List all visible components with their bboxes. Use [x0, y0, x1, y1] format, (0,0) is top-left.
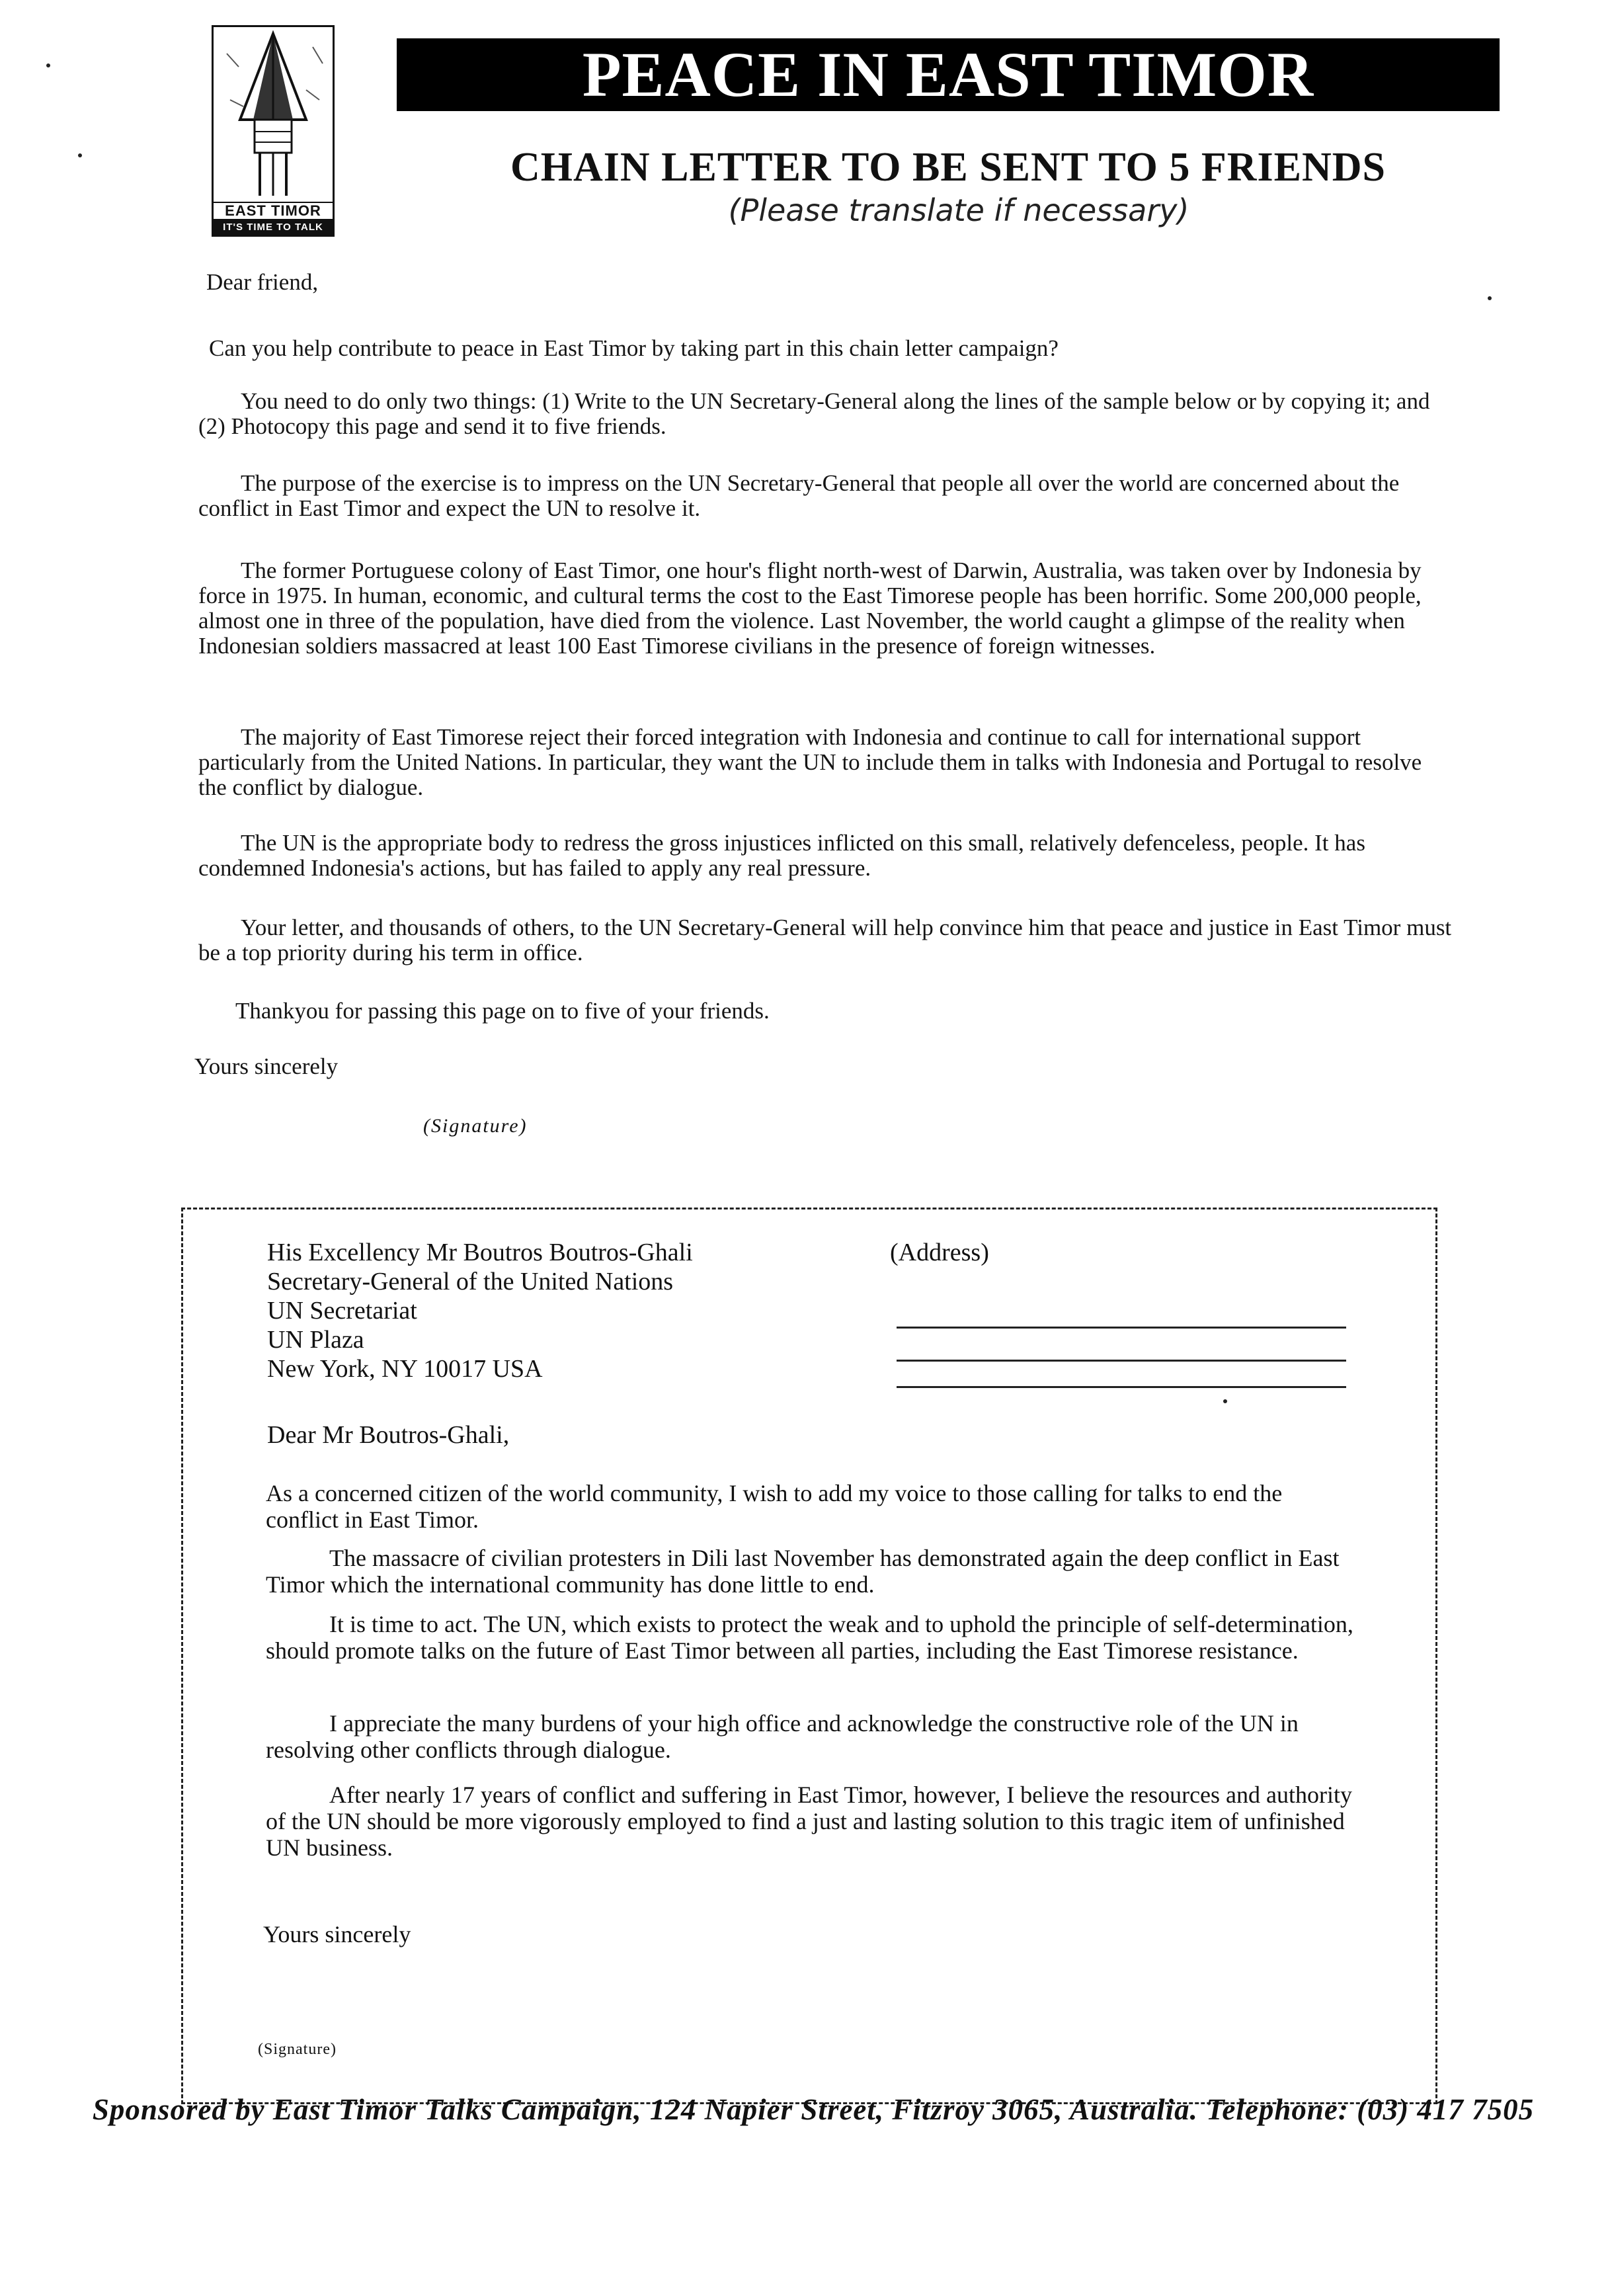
sponsor-footer: Sponsored by East Timor Talks Campaign, 124 Napier Street, Fitzroy 3065, Australia. Telephone: (03) 417 7505 — [92, 2093, 1535, 2126]
sample-signature-placeholder: (Signature) — [258, 2041, 337, 2058]
signature-placeholder: (Signature) — [423, 1115, 528, 1137]
traditional-house-icon — [214, 27, 333, 199]
page-subtitle: CHAIN LETTER TO BE SENT TO 5 FRIENDS — [510, 145, 1387, 190]
logo-line-2: IT'S TIME TO TALK — [214, 220, 333, 235]
recipient-address — [267, 1238, 693, 1383]
sample-letter-paragraph: The massacre of civilian protesters in Dili last November has demonstrated again the deep conflict in East Timor which the international community has done little to end. — [266, 1545, 1340, 1598]
scan-speck — [78, 153, 82, 157]
letter-paragraph: The UN is the appropriate body to redress the gross injustices inflicted on this small, relatively defenceless, people. It has condemned Indonesia's actions, but has failed to apply any real pressure. — [198, 830, 1365, 881]
address-blank-line — [897, 1386, 1346, 1388]
letter-paragraph: Your letter, and thousands of others, to the UN Secretary-General will help convince him that peace and justice in East Timor must be a top priority during his term in office. — [198, 915, 1452, 965]
recipient-line: UN Plaza — [267, 1326, 364, 1354]
letter-paragraph: The former Portuguese colony of East Timor, one hour's flight north-west of Darwin, Australia, was taken over by Indonesia by force in 1975. In human, economic, and cultural terms the cost to the East Timorese people has been horrific. Some 200,000 people, almost one in three of the population, have died from the violence. Last November, the world caught a glimpse of the reality when Indonesian soldiers massacred at least 100 East Timorese civilians in the presence of foreign witnesses. — [198, 557, 1422, 659]
recipient-line: UN Secretariat — [267, 1297, 417, 1325]
recipient-line: Secretary-General of the United Nations — [267, 1268, 674, 1295]
sample-letter-paragraph: It is time to act. The UN, which exists to protect the weak and to uphold the principle of self-determination, should promote talks on the future of East Timor between all parties, including the East Timorese resistance. — [266, 1611, 1353, 1664]
translate-note: (Please translate if necessary) — [728, 192, 1189, 228]
letter-paragraph: Can you help contribute to peace in East Timor by taking part in this chain letter campaign? — [209, 335, 1059, 361]
sample-letter-paragraph: After nearly 17 years of conflict and suffering in East Timor, however, I believe the resources and authority of the UN should be more vigorously employed to find a just and lasting solution to this tragic item of unfinished UN business. — [266, 1782, 1352, 1861]
logo-caption — [214, 202, 333, 235]
recipient-line: New York, NY 10017 USA — [267, 1355, 543, 1383]
logo-line-1: EAST TIMOR — [214, 202, 333, 220]
letter-paragraph: You need to do only two things: (1) Write to the UN Secretary-General along the lines of the sample below or by copying it; and (2) Photocopy this page and send it to five friends. — [198, 388, 1430, 439]
scan-speck — [1223, 1399, 1227, 1403]
address-blank-line — [897, 1360, 1346, 1362]
letter-salutation: Dear friend, — [206, 269, 319, 295]
address-blank-line — [897, 1327, 1346, 1329]
sample-letter-paragraph: As a concerned citizen of the world community, I wish to add my voice to those calling for talks to end the conflict in East Timor. — [266, 1480, 1283, 1533]
east-timor-logo — [212, 25, 335, 237]
sender-address-label: (Address) — [890, 1239, 989, 1266]
scan-speck — [46, 63, 50, 67]
sample-letter-salutation: Dear Mr Boutros-Ghali, — [267, 1421, 510, 1449]
letter-paragraph: The majority of East Timorese reject their forced integration with Indonesia and continue to call for international support particularly from the United Nations. In particular, they want the UN to include them in talks with Indonesia and Portugal to resolve the conflict by dialogue. — [198, 724, 1422, 800]
letter-closing: Yours sincerely — [194, 1053, 339, 1079]
scan-speck — [1488, 296, 1492, 300]
sample-letter-closing: Yours sincerely — [263, 1921, 411, 1948]
letter-paragraph: The purpose of the exercise is to impress on the UN Secretary-General that people all over the world are concerned about the conflict in East Timor and expect the UN to resolve it. — [198, 470, 1400, 521]
recipient-line: His Excellency Mr Boutros Boutros-Ghali — [267, 1239, 693, 1266]
letter-paragraph: Thankyou for passing this page on to five of your friends. — [235, 998, 770, 1024]
page-title: PEACE IN EAST TIMOR — [397, 38, 1500, 111]
sample-letter-paragraph: I appreciate the many burdens of your high office and acknowledge the constructive role of the UN in resolving other conflicts through dialogue. — [266, 1710, 1299, 1763]
